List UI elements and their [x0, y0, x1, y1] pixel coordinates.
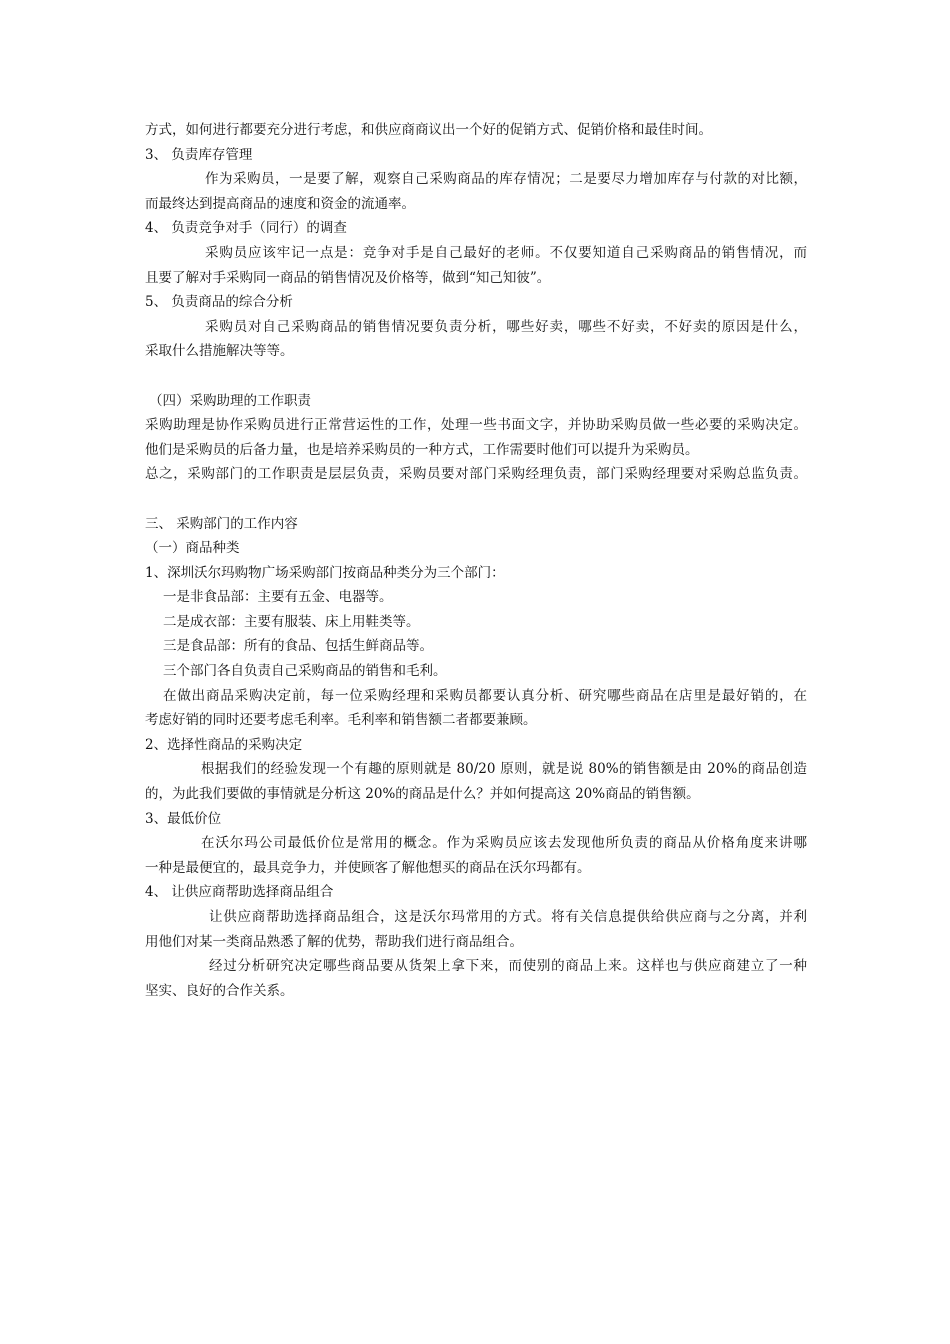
paragraph-line: 一种是最便宜的，最具竞争力，并使顾客了解他想买的商品在沃尔玛都有。 [145, 859, 591, 876]
list-item: 三是食品部：所有的食品、包括生鲜商品等。 [163, 638, 433, 655]
paragraph-line: 经过分析研究决定哪些商品要从货架上拿下来，而使别的商品上来。这样也与供应商建立了一种 [209, 958, 807, 975]
paragraph-line: 总之，采购部门的工作职责是层层负责，采购员要对部门采购经理负责，部门采购经理要对采购总监负责。 [145, 466, 807, 483]
paragraph-line: 根据我们的经验发现一个有趣的原则就是 80/20 原则，就是说 80%的销售额是由 20%的商品创造 [201, 761, 807, 778]
section-heading: 3、最低价位 [145, 810, 222, 827]
paragraph-line: 在沃尔玛公司最低价位是常用的概念。作为采购员应该去发现他所负责的商品从价格角度来讲哪 [201, 835, 807, 852]
paragraph-line: 1、深圳沃尔玛购物广场采购部门按商品种类分为三个部门： [145, 564, 505, 581]
paragraph-line: 采购员应该牢记一点是：竞争对手是自己最好的老师。不仅要知道自己采购商品的销售情况，而 [205, 244, 807, 261]
chapter-heading: 三、 采购部门的工作内容 [145, 515, 298, 532]
paragraph-line: 采购员对自己采购商品的销售情况要负责分析，哪些好卖，哪些不好卖，不好卖的原因是什么， [205, 318, 807, 335]
paragraph-line: 他们是采购员的后备力量，也是培养采购员的一种方式，工作需要时他们可以提升为采购员。 [145, 441, 699, 458]
list-item: 三个部门各自负责自己采购商品的销售和毛利。 [163, 663, 447, 680]
section-heading: （四）采购助理的工作职责 [149, 392, 311, 409]
section-heading: 3、 负责库存管理 [145, 146, 253, 163]
section-heading: （一）商品种类 [145, 540, 240, 557]
paragraph-line: 而最终达到提高商品的速度和资金的流通率。 [145, 195, 415, 212]
section-heading: 2、选择性商品的采购决定 [145, 736, 303, 753]
paragraph-line: 作为采购员，一是要了解，观察自己采购商品的库存情况；二是要尽力增加库存与付款的对比额， [205, 171, 807, 188]
paragraph-line: 采购助理是协作采购员进行正常营运性的工作，处理一些书面文字，并协助采购员做一些必要的采购决定。 [145, 417, 807, 434]
section-heading: 5、 负责商品的综合分析 [145, 294, 293, 311]
paragraph-line: 且要了解对手采购同一商品的销售情况及价格等，做到“知己知彼”。 [145, 269, 551, 286]
paragraph-line: 的，为此我们要做的事情就是分析这 20%的商品是什么？并如何提高这 20%商品的销售额。 [145, 786, 700, 803]
paragraph-line: 在做出商品采购决定前，每一位采购经理和采购员都要认真分析、研究哪些商品在店里是最好销的，在 [163, 687, 807, 704]
blank-line [145, 487, 807, 512]
section-heading: 4、 让供应商帮助选择商品组合 [145, 884, 334, 901]
paragraph-line: 采取什么措施解决等等。 [145, 343, 294, 360]
text-line: 方式，如何进行都要充分进行考虑，和供应商商议出一个好的促销方式、促销价格和最佳时间。 [145, 122, 712, 138]
blank-line [145, 364, 807, 389]
paragraph-line: 用他们对某一类商品熟悉了解的优势，帮助我们进行商品组合。 [145, 933, 523, 950]
document-body [145, 118, 807, 1003]
list-item: 二是成衣部：主要有服装、床上用鞋类等。 [163, 613, 420, 630]
paragraph-line: 让供应商帮助选择商品组合，这是沃尔玛常用的方式。将有关信息提供给供应商与之分离，并利 [209, 909, 807, 925]
paragraph-line: 考虑好销的同时还要考虑毛利率。毛利率和销售额二者都要兼顾。 [145, 712, 537, 729]
paragraph-line: 坚实、良好的合作关系。 [145, 982, 294, 999]
section-heading: 4、 负责竞争对手（同行）的调查 [145, 220, 347, 237]
list-item: 一是非食品部：主要有五金、电器等。 [163, 589, 393, 606]
